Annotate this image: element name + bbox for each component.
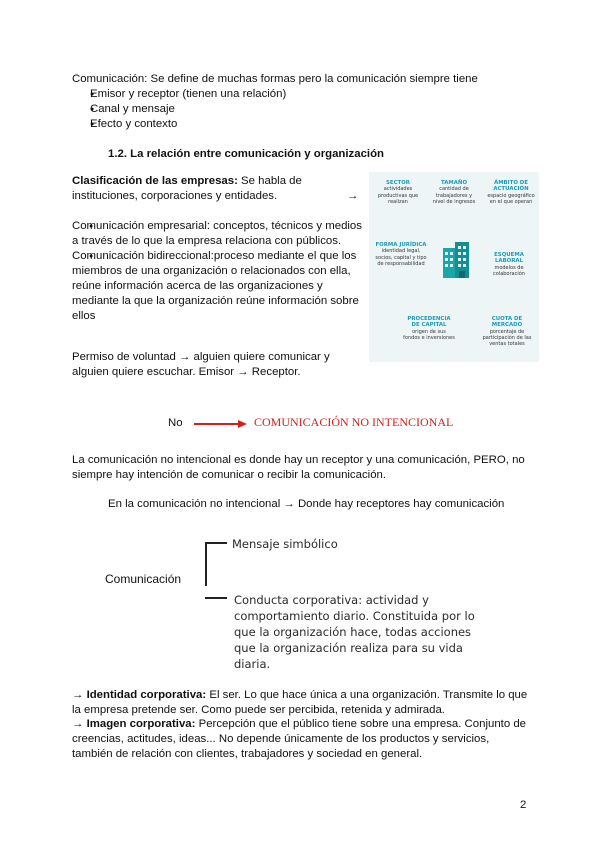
arrow-right-icon: → [72,689,87,701]
diagram-branch-1: Mensaje simbólico [232,537,338,551]
info-title: CUOTA DE MERCADO [491,316,523,329]
intro-bullet-list [90,87,530,132]
classification-label: Clasificación de las empresas: [72,175,238,187]
list-item: ● Comunicación empresarial: conceptos, técnicos y medios a través de lo que la empresa relaciona con públicos. [72,219,366,249]
company-classification-infographic [369,172,539,362]
info-title: ÁMBITO DE ACTUACIÓN [493,180,529,193]
diagram-root: Comunicación [105,572,182,586]
arrow-right-icon: → [347,190,359,202]
section-heading: 1.2. La relación entre comunicación y organización [108,148,384,160]
info-cell-cuota-mercado [477,316,537,347]
list-item: ● Emisor y receptor (tienen una relación) [90,87,530,102]
info-text: origen de sus fondos e inversiones [403,328,455,342]
identidad-paragraph [72,688,532,718]
no-intencional-label: COMUNICACIÓN NO INTENCIONAL [254,415,454,429]
classification-text: Se habla de instituciones, corporaciones y entidades. [72,175,302,202]
intro-line: Comunicación: Se define de muchas formas pero la comunicación siempre tiene [72,73,478,85]
list-item: ● Efecto y contexto [90,117,530,132]
info-cell-forma-juridica [373,242,429,267]
no-intencional-paragraph: La comunicación no intencional es donde hay un receptor y una comunicación, PERO, no siempre hay intención de comunicar o recibir la comunicación. [72,454,525,481]
info-title: FORMA JURÍDICA [375,242,427,248]
info-cell-ambito [487,180,535,205]
imagen-paragraph [72,717,532,762]
diagram-bracket [205,542,207,586]
info-cell-tamano [431,180,477,205]
info-title: ESQUEMA LABORAL [494,252,524,265]
arrow-right-icon: → [72,718,87,730]
info-title: SECTOR [386,180,410,186]
info-title: PROCEDENCIA DE CAPITAL [407,316,451,329]
list-item: ● Comunicación bidireccional:proceso mediante el que los miembros de una organización o relacionados con ella, reúne información acerca de las organizaciones y mediante la que la organización reúne información sobre ellos [72,249,366,324]
no-intencional-rule: En la comunicación no intencional → Donde hay receptores hay comunicación [108,498,505,510]
imagen-label: Imagen corporativa: [86,718,196,730]
info-cell-procedencia-capital [403,316,455,341]
no-label: No [168,417,183,429]
diagram-branch-top [205,542,227,544]
classification-paragraph [72,174,312,204]
info-text: identidad legal, socios, capital y tipo de responsabilidad [375,248,427,267]
info-text: espacio geográfico en el que operan [487,192,535,206]
diagram-branch-2: Conducta corporativa: actividad y comportamiento diario. Constituida por lo que la organización hace, todas acciones que la organización realiza para su vida diaria. [234,593,475,671]
info-cell-esquema-laboral [483,252,535,277]
info-text: cantidad de trabajadores y nivel de ingresos [432,186,476,205]
identidad-label: Identidad corporativa: [86,689,207,701]
diagram-branch-bottom [205,597,227,599]
page-number: 2 [520,799,527,811]
building-icon [441,242,471,278]
info-text: modelos de colaboración [493,264,525,278]
info-title: TAMAÑO [440,180,468,186]
info-cell-sector [375,180,421,205]
arrow-right-icon [192,418,248,430]
list-item: ● Canal y mensaje [90,102,530,117]
info-text: porcentaje de participación de las ventas totales [482,328,532,348]
company-bullet-list [72,219,366,324]
permiso-paragraph: Permiso de voluntad → alguien quiere comunicar y alguien quiere escuchar. Emisor → Receptor. [72,351,330,378]
imagen-text: Percepción que el público tiene sobre una empresa. Conjunto de creencias, actitudes, ideas... No depende únicamente de los productos y servicios, también de relación con clientes, trabajadores y sociedad en general. [72,718,526,760]
info-text: actividades productivas que realizan [377,186,419,205]
identidad-text: El ser. Lo que hace única a una organización. Transmite lo que la empresa pretende ser. Como puede ser percibida, retenida y admirada. [72,689,528,716]
